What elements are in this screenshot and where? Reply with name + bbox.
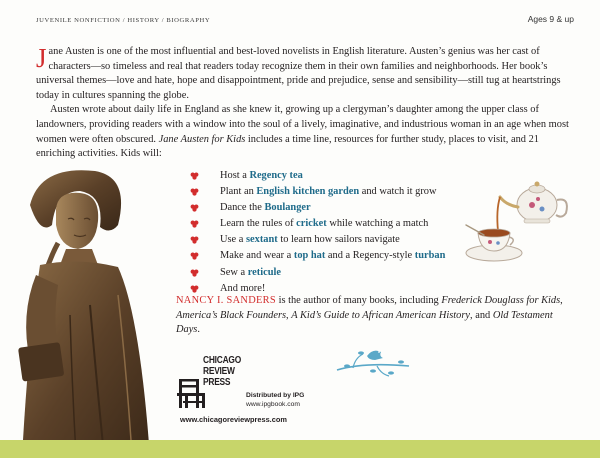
publisher-website[interactable]: www.chicagoreviewpress.com [180, 415, 287, 424]
flower-bullet-icon [190, 172, 199, 180]
paragraph-1-text: ane Austen is one of the most influential and best-loved novelists in English literature. Austen’s genius was her cast of characters—so timeless and real that readers today recognize them in their own families and neighborhoods. Her book’s universal themes—love and hate, hope and disappointment, pride and prejudice, sense and sensibility—still tug at heartstrings today in cultures spanning the globe. [36, 46, 561, 101]
flower-bullet-icon [190, 285, 199, 293]
flower-bullet-icon [190, 204, 199, 212]
list-item: Plant an English kitchen garden and watch it grow [190, 184, 490, 200]
flower-bullet-icon [190, 220, 199, 228]
list-item: Sew a reticule [190, 265, 490, 281]
list-item: Host a Regency tea [190, 168, 490, 184]
drop-cap: J [36, 43, 47, 73]
flower-bullet-icon [190, 188, 199, 196]
author-bio: NANCY I. SANDERS is the author of many books, including Frederick Douglass for Kids, America’s Black Founders, A Kid’s Guide to African American History, and Old Testament Days. [176, 295, 563, 336]
description [36, 45, 571, 162]
flower-bullet-icon [190, 236, 199, 244]
bird-branch-icon [333, 340, 413, 378]
bottom-color-band [0, 440, 600, 458]
paragraph-1 [36, 45, 571, 103]
list-item: Use a sextant to learn how sailors navigate [190, 232, 490, 248]
flower-bullet-icon [190, 252, 199, 260]
flower-bullet-icon [190, 269, 199, 277]
distribution-info [246, 391, 304, 409]
age-range: Ages 9 & up [527, 14, 574, 24]
list-item: And more! [190, 281, 490, 297]
teapot-illustration [462, 175, 574, 270]
book-title: Jane Austen for Kids [158, 133, 246, 145]
logo-line-1: CHICAGO [203, 354, 241, 366]
list-item: Learn the rules of cricket while watching a match [190, 216, 490, 232]
list-item: Make and wear a top hat and a Regency-style turban [190, 248, 490, 264]
paragraph-2-text-a: Austen wrote about daily life in England as she knew it, growing up a clergyman’s daughter among the upper class of landowners, providing readers with a window into the soul of a lively, imaginative, and industrious woman in an age when most women were often obscured. [36, 104, 569, 145]
distributed-by: Distributed by IPG [246, 392, 305, 399]
ipg-url[interactable]: www.ipgbook.com [246, 401, 300, 408]
list-item: Dance the Boulanger [190, 200, 490, 216]
paragraph-2-text-b: includes a time line, resources for further study, places to visit, and 21 enriching activities. Kids will: [36, 133, 539, 160]
logo-line-3: PRESS [203, 376, 231, 388]
paragraph-2 [36, 103, 571, 161]
activity-list [190, 168, 490, 297]
category-line: JUVENILE NONFICTION / HISTORY / BIOGRAPHY [36, 17, 211, 24]
author-name: NANCY I. SANDERS [176, 295, 276, 306]
jane-austen-statue-image [0, 165, 180, 458]
logo-line-2: REVIEW [203, 365, 235, 377]
